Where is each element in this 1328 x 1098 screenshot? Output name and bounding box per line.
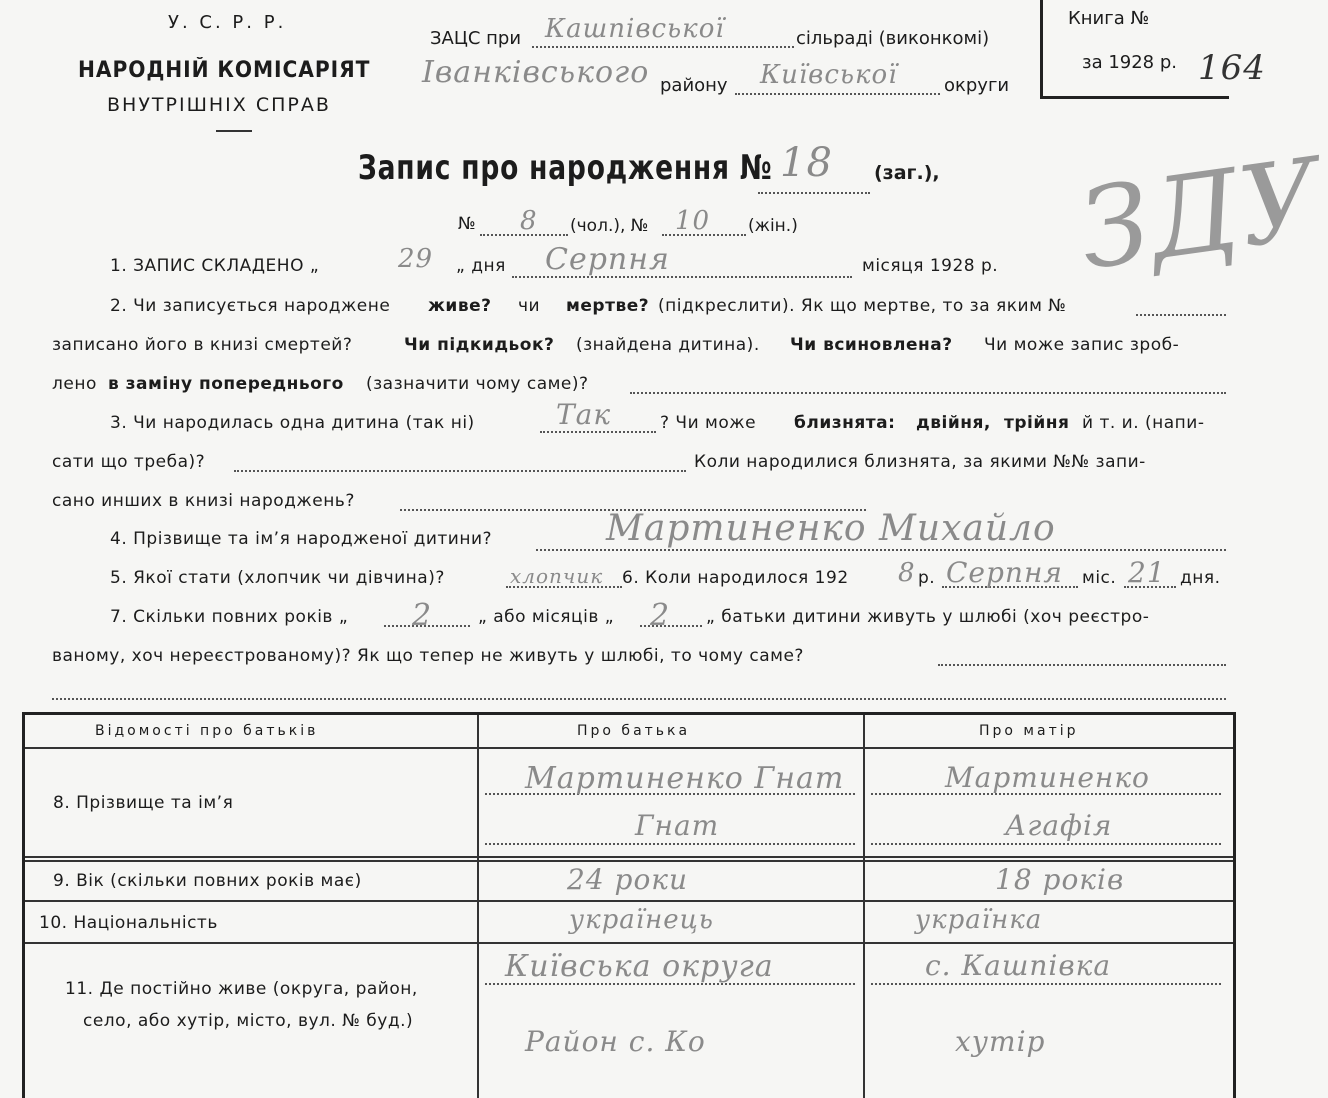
father-nationality-handwritten: українець: [569, 905, 714, 935]
q2-line2-b: (знайдена дитина).: [576, 335, 760, 355]
village-blank: [532, 46, 794, 48]
table-header-parents: Відомості про батьків: [95, 723, 319, 739]
q3-twins: близнята:: [794, 413, 896, 433]
q7-years-handwritten: 2: [412, 598, 433, 633]
q6-text-d: дня.: [1180, 568, 1221, 588]
father-residence-handwritten-2: Район с. Ко: [525, 1025, 706, 1058]
q2-replace-blank: [630, 392, 1226, 394]
mother-residence-handwritten: с. Кашпівка: [925, 949, 1112, 982]
q3-line1-c: й т. и. (напи-: [1082, 413, 1205, 433]
q1-day-handwritten: 29: [398, 244, 434, 274]
q1-text-c: місяця 1928 р.: [862, 256, 999, 276]
mother-residence-blank: [871, 983, 1221, 985]
q2-line2-c: Чи може запис зроб-: [984, 335, 1180, 355]
q2-line3-a: лено: [52, 374, 97, 394]
record-number-handwritten: 18: [780, 140, 833, 186]
table-header-rule: [25, 747, 1233, 749]
raion-handwritten: Іванківського: [422, 55, 650, 90]
q7-text-a: 7. Скільки повних років „: [110, 607, 349, 627]
zags-suffix: сільраді (виконкомі): [796, 28, 990, 49]
father-residence-handwritten: Київська округа: [505, 949, 774, 984]
commissariat-heading: НАРОДНІЙ КОМІСАРІЯТ: [78, 58, 371, 83]
male-number-label: (чол.), №: [570, 216, 649, 236]
number-sign: №: [458, 214, 476, 234]
q2-line1-a: 2. Чи записується народжене: [110, 296, 391, 316]
mother-name-blank-2: [871, 843, 1221, 845]
title-suffix: (заг.),: [874, 162, 940, 184]
q6-text-a: 6. Коли народилося 192: [622, 568, 849, 588]
table-row-label: 9. Вік (скільки повних років має): [53, 871, 362, 891]
table-row-label: 11. Де постійно живе (округа, район,: [65, 979, 418, 999]
q3-line1-a: 3. Чи народилась одна дитина (так ні): [110, 413, 475, 433]
q7-text-b: „ або місяців „: [478, 607, 615, 627]
q3-twins-blank: [234, 470, 686, 472]
book-number-handwritten: 164: [1198, 48, 1266, 88]
okruga-label: округи: [944, 75, 1010, 96]
header-divider: [216, 130, 252, 132]
q2-death-number-blank: [1136, 314, 1226, 316]
q1-month-handwritten: Серпня: [545, 242, 670, 277]
table-divider-2: [863, 715, 865, 1098]
female-number-label: (жін.): [748, 216, 798, 236]
q6-month-handwritten: Серпня: [946, 556, 1063, 589]
table-header-mother: Про матір: [979, 723, 1079, 739]
q3-double: двійня,: [916, 413, 991, 433]
internal-affairs-heading: ВНУТРІШНІХ СПРАВ: [107, 94, 331, 116]
father-firstname-handwritten: Гнат: [635, 809, 720, 842]
book-number-label: Книга №: [1068, 8, 1150, 29]
table-row-label-2: село, або хутір, місто, вул. № буд.): [83, 1011, 414, 1031]
title-number-blank: [758, 192, 870, 194]
mother-nationality-handwritten: українка: [915, 905, 1043, 935]
parents-table: [22, 712, 1236, 1098]
q2-line3-b: (зазначити чому саме)?: [366, 374, 589, 394]
father-name-blank-2: [485, 843, 855, 845]
male-number-handwritten: 8: [520, 206, 538, 236]
table-row-rule-2: [25, 900, 1233, 902]
q1-text-b: „ дня: [456, 256, 506, 276]
table-row-rule-1: [25, 856, 1233, 858]
q4-answer-handwritten: Мартиненко Михайло: [606, 508, 1056, 549]
zags-prefix: ЗАЦС при: [430, 28, 522, 49]
q7-text-c: „ батьки дитини живуть у шлюбі (хоч реєстро-: [706, 607, 1150, 627]
mother-residence-handwritten-2: хутір: [955, 1025, 1046, 1058]
q3-line2-b: Коли народилися близнята, за якими №№ запи-: [694, 452, 1146, 472]
q7-reason-blank: [938, 664, 1226, 666]
usrr-heading: У. С. Р. Р.: [168, 12, 287, 33]
q2-dead: мертве?: [566, 296, 650, 316]
q4-answer-blank: [536, 549, 1226, 551]
okruga-handwritten: Київської: [760, 60, 898, 90]
table-header-father: Про батька: [577, 723, 691, 739]
q2-or: чи: [518, 296, 541, 316]
q3-line2-a: сати що треба)?: [52, 452, 206, 472]
q2-line1-b: (підкреслити). Як що мертве, то за яким №: [658, 296, 1067, 316]
village-handwritten: Кашпівської: [545, 14, 725, 44]
female-number-handwritten: 10: [675, 206, 711, 236]
q2-replace: в заміну попереднього: [108, 374, 344, 394]
mother-surname-handwritten: Мартиненко: [945, 761, 1150, 794]
page-title: Запис про народження №: [358, 148, 773, 188]
book-year: за 1928 р.: [1082, 52, 1178, 73]
q4-text: 4. Прізвище та ім’я народженої дитини?: [110, 529, 493, 549]
q2-adopted: Чи всиновлена?: [790, 335, 953, 355]
q6-text-b: р.: [918, 568, 936, 588]
q7-line2: ваному, хоч нереєстрованому)? Як що тепер не живуть у шлюбі, то чому саме?: [52, 646, 804, 666]
q6-text-c: міс.: [1082, 568, 1117, 588]
okruga-blank: [735, 93, 940, 95]
table-divider-1: [477, 715, 479, 1098]
q3-line3-a: сано инших в книзі народжень?: [52, 491, 355, 511]
table-row-rule-1b: [25, 860, 1233, 862]
q5-text: 5. Якої стати (хлопчик чи дівчина)?: [110, 568, 445, 588]
q2-alive: живе?: [428, 296, 492, 316]
q2-line2-a: записано його в книзі смертей?: [52, 335, 353, 355]
mother-age-handwritten: 18 років: [995, 863, 1125, 896]
q3-line1-b: ? Чи може: [660, 413, 757, 433]
table-row-rule-3: [25, 942, 1233, 944]
father-age-handwritten: 24 роки: [567, 863, 689, 896]
signature-scrawl: ЗДУ: [1072, 133, 1328, 295]
q7-reason-blank-2: [52, 698, 1226, 700]
q3-triple: трійня: [1004, 413, 1070, 433]
q3-answer-handwritten: Так: [556, 398, 612, 431]
q3-answer-blank: [540, 431, 656, 433]
q1-text-a: 1. ЗАПИС СКЛАДЕНО „: [110, 256, 320, 276]
q6-day-handwritten: 21: [1128, 556, 1166, 589]
father-surname-handwritten: Мартиненко Гнат: [525, 761, 845, 796]
q7-months-handwritten: 2: [650, 598, 671, 633]
mother-firstname-handwritten: Агафія: [1005, 809, 1113, 842]
q5-answer-handwritten: хлопчик: [510, 564, 604, 588]
q2-foundling: Чи підкидьок?: [404, 335, 555, 355]
raion-label: району: [660, 75, 728, 96]
q6-year-handwritten: 8: [898, 558, 916, 588]
table-row-label: 8. Прізвище та ім’я: [53, 793, 234, 813]
table-row-label: 10. Національність: [39, 913, 218, 933]
